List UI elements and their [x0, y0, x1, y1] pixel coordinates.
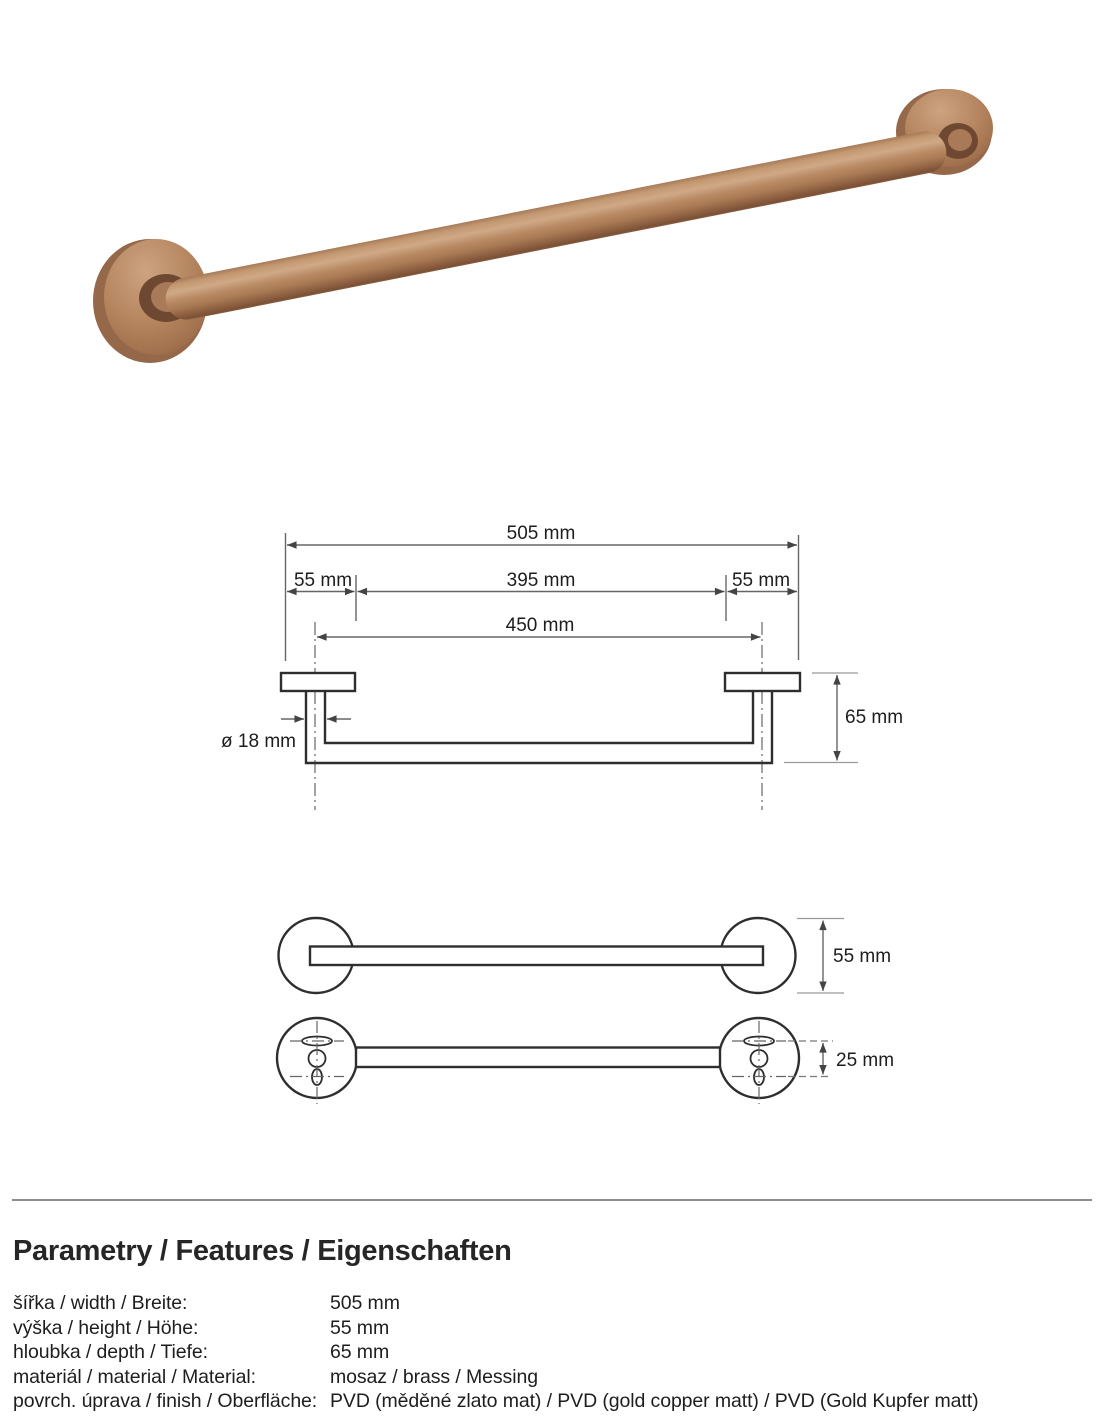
dim-depth-label: 65 mm — [845, 707, 904, 728]
spec-row-depth — [13, 1340, 978, 1365]
dim-right-offset-label: 55 mm — [731, 570, 791, 591]
front-view-drawing — [221, 523, 903, 810]
product-photo — [93, 89, 993, 363]
left-mount-plate — [281, 673, 355, 691]
top-view-drawing — [279, 918, 892, 993]
spec-row-material — [13, 1365, 978, 1390]
spec-label: šířka / width / Breite: — [13, 1292, 188, 1314]
spec-label: výška / height / Höhe: — [13, 1316, 199, 1339]
bar-outer-outline — [306, 691, 772, 763]
spec-label: hloubka / depth / Tiefe: — [13, 1341, 208, 1363]
spec-row-finish — [13, 1389, 978, 1414]
right-mount-plate — [725, 673, 800, 691]
dim-left-offset-label: 55 mm — [293, 570, 353, 591]
spec-label: materiál / material / Material: — [13, 1365, 256, 1388]
spec-row-height — [13, 1316, 978, 1341]
separator-line — [12, 1199, 1092, 1201]
spec-table — [13, 1291, 978, 1414]
spec-value: PVD (měděné zlato mat) / PVD (gold copper matt) / PVD (Gold Kupfer matt) — [330, 1390, 979, 1412]
dim-screw-spacing-label: 25 mm — [836, 1050, 895, 1071]
specs-heading: Parametry / Features / Eigenschaften — [13, 1235, 512, 1267]
spec-value: mosaz / brass / Messing — [330, 1365, 538, 1388]
spec-row-width — [13, 1291, 978, 1316]
dim-plate-diameter-label: 55 mm — [833, 946, 892, 967]
spec-value: 505 mm — [330, 1292, 400, 1314]
back-view-drawing — [277, 1018, 894, 1104]
top-view-bar — [310, 947, 763, 966]
back-view-bar — [356, 1048, 720, 1068]
dim-center-span-label: 395 mm — [506, 570, 576, 591]
dim-overall-width-label: 505 mm — [506, 523, 576, 544]
towel-bar-rail — [162, 128, 950, 324]
spec-value: 55 mm — [330, 1316, 390, 1339]
dim-mount-centers-label: 450 mm — [505, 615, 575, 636]
spec-value: 65 mm — [330, 1341, 390, 1363]
dim-bar-diameter-label: ø 18 mm — [221, 731, 296, 752]
bar-inner-outline — [325, 691, 753, 743]
spec-label: povrch. úprava / finish / Oberfläche: — [13, 1390, 318, 1412]
